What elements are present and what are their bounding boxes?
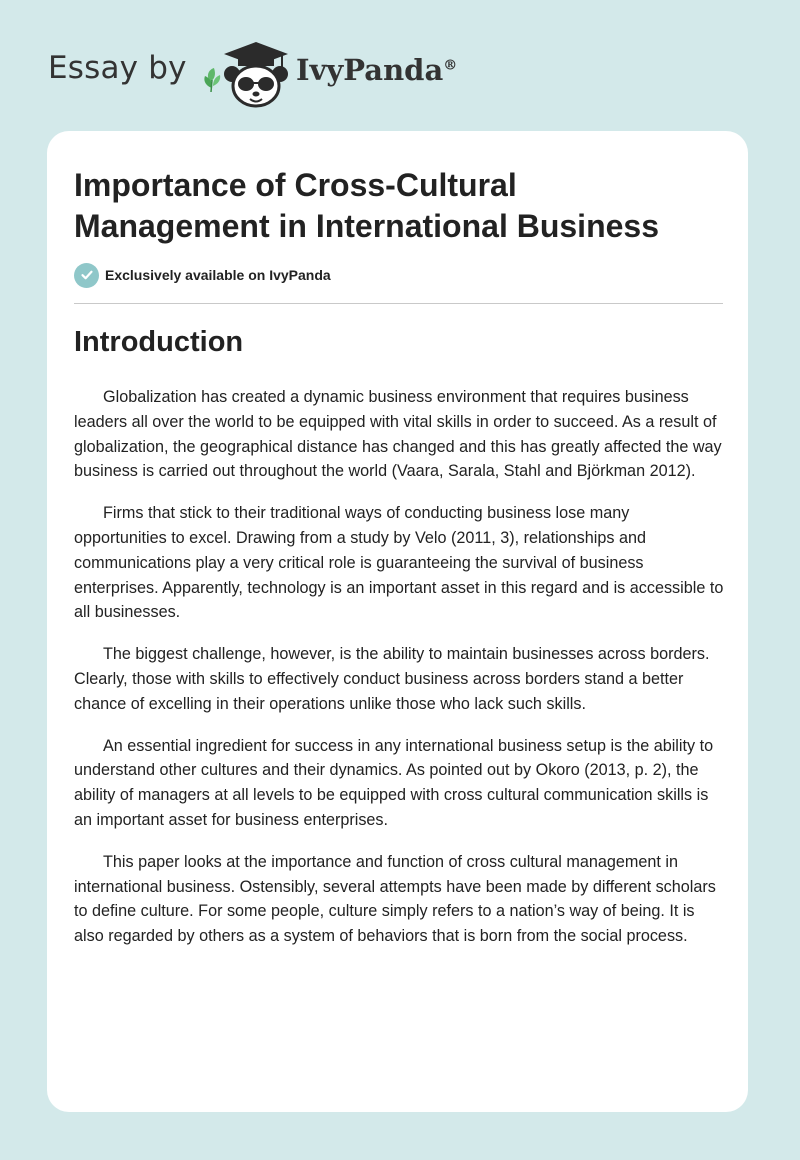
panda-graduate-logo-icon[interactable] [200,36,292,108]
paragraph: This paper looks at the importance and function of cross cultural management in international business. Ostensibly, several attempts have been made by different scholars to define culture. For some people, culture simply refers to a nation’s way of being. It is also regarded by others as a system of behaviors that is born from the social process. [74,852,716,946]
brand-name[interactable] [296,53,457,87]
exclusive-label: Exclusively available on IvyPanda [105,267,331,283]
exclusive-badge [74,262,331,288]
brand-prefix: Essay by [48,50,187,86]
section-heading-introduction: Introduction [74,326,244,358]
paragraph: Globalization has created a dynamic business environment that requires business leaders all over the world to be equipped with vital skills in order to succeed. As a result of globalization, the geographical distance has changed and this has greatly affected the way business is carried out throughout the world (Vaara, Sarala, Stahl and Björkman 2012). [74,388,722,481]
paragraph: An essential ingredient for success in any international business setup is the ability to understand other cultures and their dynamics. As pointed out by Okoro (2013, p. 2), the ability of managers at all levels to be equipped with cross cultural communication skills is an important asset for business enterprises. [74,736,714,829]
brand-name-text: IvyPanda [296,53,444,87]
checkmark-icon [74,263,99,288]
paragraph: Firms that stick to their traditional ways of conducting business lose many opportunities to excel. Drawing from a study by Velo (2011, 3), relationships and communications play a very critical role is guaranteeing the survival of business enterprises. Apparently, technology is an important asset in this regard and is accessible to all businesses. [74,504,724,622]
registered-mark: ® [443,57,458,74]
article-card [47,131,748,1112]
divider [74,303,723,304]
paragraph: The biggest challenge, however, is the ability to maintain businesses across borders. Clearly, those with skills to effectively conduct business across borders stand a better chance of excelling in their operations unlike those who lack such skills. [74,645,710,713]
site-header [0,0,800,130]
article-title: Importance of Cross-Cultural Management in International Business [74,167,659,244]
article-body [74,385,724,966]
leaf-icon [204,68,220,92]
